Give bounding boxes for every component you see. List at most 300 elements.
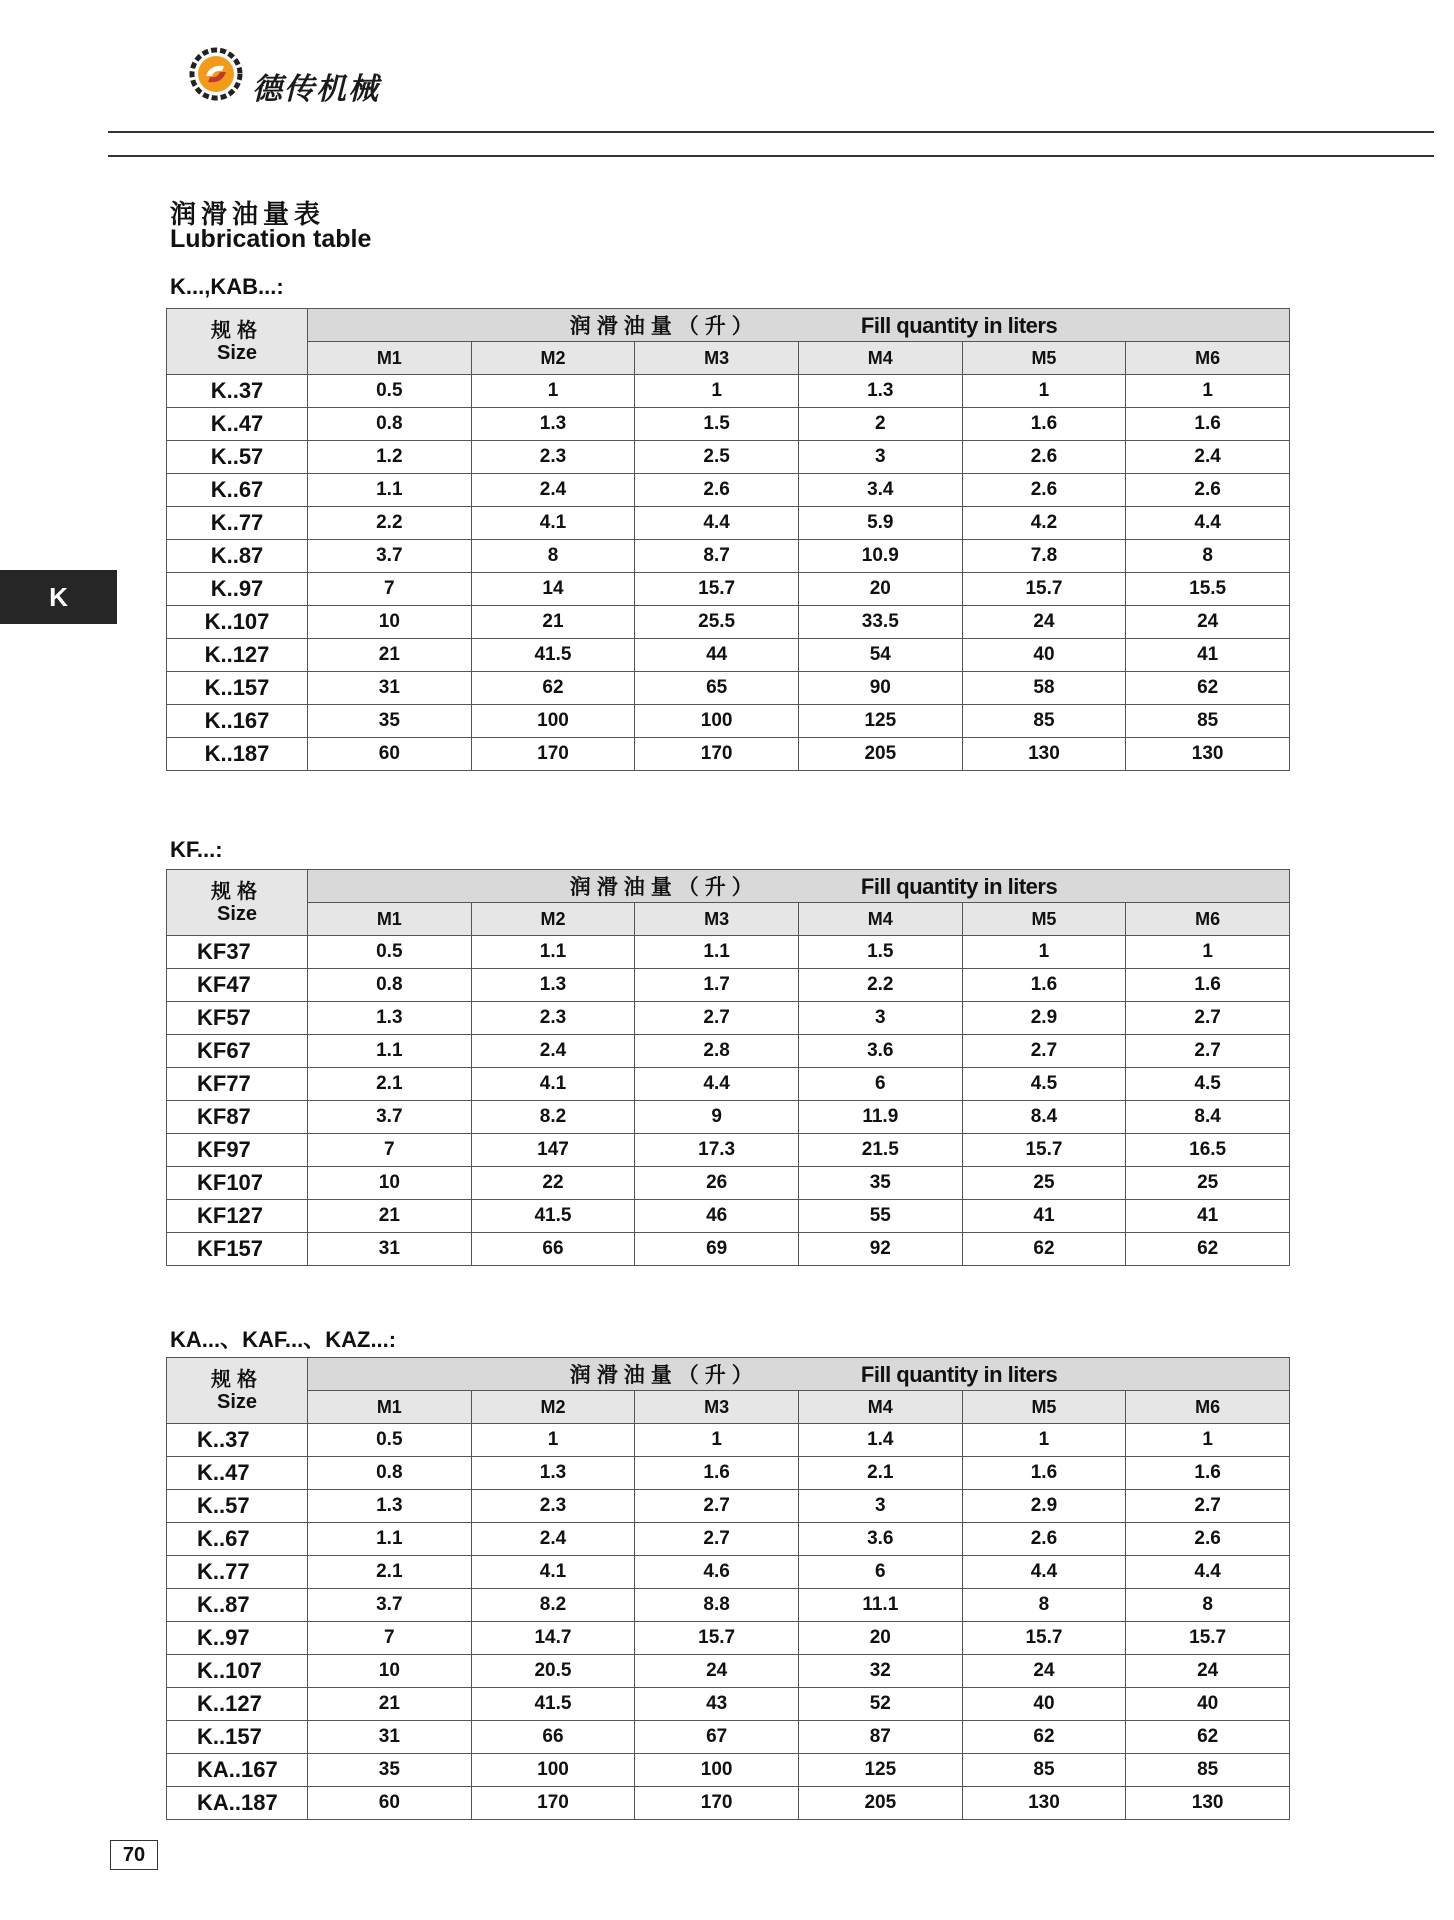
fill-quantity-cell: 16.5: [1126, 1134, 1290, 1167]
fill-quantity-cell: 2.7: [1126, 1002, 1290, 1035]
fill-quantity-cell: 92: [798, 1233, 962, 1266]
fill-quantity-cell: 35: [798, 1167, 962, 1200]
table-row: [167, 705, 1290, 738]
fill-quantity-cell: 14.7: [471, 1622, 635, 1655]
fill-quantity-cell: 3: [798, 1490, 962, 1523]
column-header-m1: M1: [308, 342, 472, 375]
fill-quantity-cell: 1.6: [962, 1457, 1126, 1490]
fill-quantity-cell: 24: [1126, 1655, 1290, 1688]
size-header-en: Size: [216, 903, 258, 925]
fill-quantity-cell: 3.6: [798, 1523, 962, 1556]
fill-quantity-cell: 0.5: [308, 936, 472, 969]
fill-quantity-header-en: Fill quantity in liters: [860, 1362, 1058, 1387]
fill-quantity-cell: 35: [308, 705, 472, 738]
table-row: [167, 540, 1290, 573]
table-row: [167, 1457, 1290, 1490]
fill-quantity-cell: 85: [962, 705, 1126, 738]
fill-quantity-cell: 2.6: [962, 441, 1126, 474]
fill-quantity-header: [308, 309, 1290, 342]
table-row: [167, 1622, 1290, 1655]
fill-quantity-cell: 24: [962, 606, 1126, 639]
size-header: [167, 870, 308, 936]
size-cell: K..67: [167, 474, 308, 507]
column-header-m2: M2: [471, 1391, 635, 1424]
fill-quantity-cell: 25: [962, 1167, 1126, 1200]
size-cell: K..127: [167, 1688, 308, 1721]
size-cell: K..37: [167, 375, 308, 408]
fill-quantity-cell: 62: [1126, 1721, 1290, 1754]
size-cell: KF127: [167, 1200, 308, 1233]
fill-quantity-cell: 4.4: [635, 1068, 799, 1101]
fill-quantity-cell: 8.2: [471, 1101, 635, 1134]
fill-quantity-cell: 1.1: [308, 474, 472, 507]
size-cell: K..87: [167, 1589, 308, 1622]
page-title-cn: 润滑油量表: [170, 200, 326, 230]
fill-quantity-cell: 0.8: [308, 408, 472, 441]
fill-quantity-cell: 40: [962, 1688, 1126, 1721]
fill-quantity-cell: 130: [1126, 1787, 1290, 1820]
fill-quantity-cell: 41.5: [471, 639, 635, 672]
column-header-m5: M5: [962, 903, 1126, 936]
fill-quantity-cell: 40: [1126, 1688, 1290, 1721]
fill-quantity-cell: 85: [962, 1754, 1126, 1787]
fill-quantity-cell: 100: [471, 1754, 635, 1787]
table-row: [167, 1424, 1290, 1457]
table-row: [167, 441, 1290, 474]
fill-quantity-cell: 21: [308, 1688, 472, 1721]
fill-quantity-cell: 20: [798, 573, 962, 606]
fill-quantity-cell: 2.2: [308, 507, 472, 540]
fill-quantity-cell: 10: [308, 1655, 472, 1688]
size-cell: KF47: [167, 969, 308, 1002]
size-cell: K..97: [167, 1622, 308, 1655]
fill-quantity-cell: 20.5: [471, 1655, 635, 1688]
fill-quantity-cell: 130: [962, 1787, 1126, 1820]
fill-quantity-cell: 15.7: [962, 1622, 1126, 1655]
table-row: [167, 1754, 1290, 1787]
fill-quantity-cell: 1.3: [308, 1490, 472, 1523]
fill-quantity-cell: 2.8: [635, 1035, 799, 1068]
fill-quantity-cell: 3: [798, 441, 962, 474]
fill-quantity-cell: 4.1: [471, 1556, 635, 1589]
size-cell: K..77: [167, 507, 308, 540]
fill-quantity-cell: 1: [1126, 375, 1290, 408]
fill-quantity-cell: 1: [1126, 1424, 1290, 1457]
fill-quantity-cell: 44: [635, 639, 799, 672]
fill-quantity-cell: 31: [308, 1233, 472, 1266]
fill-quantity-cell: 1.1: [635, 936, 799, 969]
fill-quantity-cell: 66: [471, 1233, 635, 1266]
fill-quantity-cell: 41.5: [471, 1688, 635, 1721]
table-row: [167, 1200, 1290, 1233]
fill-quantity-cell: 205: [798, 738, 962, 771]
table-row: [167, 1167, 1290, 1200]
column-header-m3: M3: [635, 1391, 799, 1424]
fill-quantity-cell: 170: [471, 738, 635, 771]
fill-quantity-header: [308, 870, 1290, 903]
table-label-kf: KF...:: [170, 837, 223, 862]
fill-quantity-cell: 8.4: [962, 1101, 1126, 1134]
size-cell: KF107: [167, 1167, 308, 1200]
fill-quantity-header-cn: 润滑油量（升）: [569, 314, 759, 338]
fill-quantity-cell: 41: [962, 1200, 1126, 1233]
fill-quantity-cell: 11.9: [798, 1101, 962, 1134]
fill-quantity-cell: 2.9: [962, 1490, 1126, 1523]
column-header-m4: M4: [798, 342, 962, 375]
fill-quantity-cell: 2.6: [962, 474, 1126, 507]
gear-logo-icon: [188, 46, 244, 102]
fill-quantity-cell: 2.3: [471, 441, 635, 474]
fill-quantity-cell: 1: [962, 1424, 1126, 1457]
table-row: [167, 1688, 1290, 1721]
table-row: [167, 1556, 1290, 1589]
fill-quantity-cell: 8: [962, 1589, 1126, 1622]
fill-quantity-cell: 9: [635, 1101, 799, 1134]
table-row: [167, 1035, 1290, 1068]
fill-quantity-cell: 21: [308, 1200, 472, 1233]
fill-quantity-cell: 125: [798, 1754, 962, 1787]
fill-quantity-cell: 15.5: [1126, 573, 1290, 606]
fill-quantity-cell: 35: [308, 1754, 472, 1787]
fill-quantity-cell: 15.7: [1126, 1622, 1290, 1655]
fill-quantity-cell: 1: [471, 1424, 635, 1457]
fill-quantity-cell: 31: [308, 1721, 472, 1754]
size-cell: K..67: [167, 1523, 308, 1556]
page-title-en: Lubrication table: [170, 225, 372, 253]
table-row: [167, 1233, 1290, 1266]
size-cell: K..167: [167, 705, 308, 738]
fill-quantity-cell: 170: [471, 1787, 635, 1820]
fill-quantity-cell: 54: [798, 639, 962, 672]
fill-quantity-cell: 3.6: [798, 1035, 962, 1068]
fill-quantity-cell: 1.6: [962, 969, 1126, 1002]
size-cell: K..107: [167, 1655, 308, 1688]
fill-quantity-cell: 66: [471, 1721, 635, 1754]
fill-quantity-cell: 1.3: [798, 375, 962, 408]
fill-quantity-cell: 3.7: [308, 1589, 472, 1622]
fill-quantity-cell: 90: [798, 672, 962, 705]
fill-quantity-cell: 8.7: [635, 540, 799, 573]
column-header-m4: M4: [798, 903, 962, 936]
fill-quantity-cell: 1.6: [1126, 408, 1290, 441]
page-number: 70: [110, 1840, 158, 1870]
fill-quantity-cell: 85: [1126, 1754, 1290, 1787]
table-row: [167, 1589, 1290, 1622]
size-cell: K..157: [167, 672, 308, 705]
size-header: [167, 1358, 308, 1424]
table-row: [167, 738, 1290, 771]
fill-quantity-cell: 3.7: [308, 1101, 472, 1134]
fill-quantity-cell: 100: [635, 1754, 799, 1787]
size-header-cn: 规格: [211, 318, 263, 342]
size-cell: K..47: [167, 408, 308, 441]
fill-quantity-header-cn: 润滑油量（升）: [569, 1363, 759, 1387]
fill-quantity-cell: 1.5: [798, 936, 962, 969]
column-header-m4: M4: [798, 1391, 962, 1424]
table-row: [167, 1490, 1290, 1523]
fill-quantity-cell: 15.7: [635, 1622, 799, 1655]
fill-quantity-cell: 4.4: [1126, 1556, 1290, 1589]
fill-quantity-cell: 67: [635, 1721, 799, 1754]
size-cell: KA..187: [167, 1787, 308, 1820]
fill-quantity-cell: 5.9: [798, 507, 962, 540]
fill-quantity-cell: 4.4: [1126, 507, 1290, 540]
fill-quantity-cell: 10: [308, 1167, 472, 1200]
column-header-m2: M2: [471, 903, 635, 936]
fill-quantity-cell: 52: [798, 1688, 962, 1721]
size-cell: K..57: [167, 1490, 308, 1523]
fill-quantity-cell: 1.7: [635, 969, 799, 1002]
fill-quantity-cell: 46: [635, 1200, 799, 1233]
column-header-m5: M5: [962, 1391, 1126, 1424]
fill-quantity-cell: 1.1: [471, 936, 635, 969]
fill-quantity-cell: 1: [635, 1424, 799, 1457]
fill-quantity-cell: 58: [962, 672, 1126, 705]
table-row: [167, 1101, 1290, 1134]
size-cell: KF37: [167, 936, 308, 969]
column-header-m1: M1: [308, 1391, 472, 1424]
size-cell: K..57: [167, 441, 308, 474]
fill-quantity-cell: 147: [471, 1134, 635, 1167]
lubrication-table-kf: [166, 869, 1290, 1266]
fill-quantity-cell: 1: [471, 375, 635, 408]
fill-quantity-cell: 22: [471, 1167, 635, 1200]
fill-quantity-header: [308, 1358, 1290, 1391]
fill-quantity-cell: 0.5: [308, 375, 472, 408]
fill-quantity-cell: 14: [471, 573, 635, 606]
fill-quantity-cell: 1.6: [1126, 969, 1290, 1002]
size-cell: K..127: [167, 639, 308, 672]
fill-quantity-cell: 24: [1126, 606, 1290, 639]
fill-quantity-cell: 62: [1126, 1233, 1290, 1266]
fill-quantity-cell: 2.3: [471, 1490, 635, 1523]
fill-quantity-cell: 4.1: [471, 1068, 635, 1101]
fill-quantity-cell: 6: [798, 1068, 962, 1101]
fill-quantity-cell: 8.8: [635, 1589, 799, 1622]
fill-quantity-cell: 2.6: [1126, 474, 1290, 507]
fill-quantity-cell: 21: [471, 606, 635, 639]
table-row: [167, 1787, 1290, 1820]
fill-quantity-cell: 7: [308, 1134, 472, 1167]
fill-quantity-cell: 0.8: [308, 969, 472, 1002]
fill-quantity-cell: 2.4: [1126, 441, 1290, 474]
fill-quantity-cell: 2.4: [471, 474, 635, 507]
fill-quantity-cell: 25: [1126, 1167, 1290, 1200]
fill-quantity-cell: 1.1: [308, 1035, 472, 1068]
fill-quantity-cell: 32: [798, 1655, 962, 1688]
fill-quantity-cell: 8.4: [1126, 1101, 1290, 1134]
company-logo: [188, 46, 448, 106]
fill-quantity-cell: 1.6: [962, 408, 1126, 441]
fill-quantity-cell: 3.4: [798, 474, 962, 507]
fill-quantity-cell: 41: [1126, 1200, 1290, 1233]
fill-quantity-cell: 15.7: [962, 1134, 1126, 1167]
column-header-m1: M1: [308, 903, 472, 936]
fill-quantity-cell: 15.7: [635, 573, 799, 606]
fill-quantity-cell: 125: [798, 705, 962, 738]
column-header-m6: M6: [1126, 1391, 1290, 1424]
fill-quantity-cell: 1: [1126, 936, 1290, 969]
fill-quantity-cell: 62: [1126, 672, 1290, 705]
fill-quantity-cell: 24: [962, 1655, 1126, 1688]
fill-quantity-cell: 205: [798, 1787, 962, 1820]
fill-quantity-cell: 85: [1126, 705, 1290, 738]
fill-quantity-cell: 60: [308, 738, 472, 771]
fill-quantity-cell: 2.2: [798, 969, 962, 1002]
lubrication-table-ka-kaf-kaz: [166, 1357, 1290, 1820]
size-cell: KF77: [167, 1068, 308, 1101]
size-cell: KF67: [167, 1035, 308, 1068]
fill-quantity-cell: 2.7: [635, 1523, 799, 1556]
table-label-k-kab: K...,KAB...:: [170, 274, 284, 299]
fill-quantity-cell: 1.4: [798, 1424, 962, 1457]
fill-quantity-cell: 7: [308, 1622, 472, 1655]
fill-quantity-cell: 1.1: [308, 1523, 472, 1556]
fill-quantity-cell: 2.1: [308, 1556, 472, 1589]
fill-quantity-cell: 1.5: [635, 408, 799, 441]
fill-quantity-cell: 69: [635, 1233, 799, 1266]
size-header-en: Size: [216, 342, 258, 364]
fill-quantity-cell: 4.4: [635, 507, 799, 540]
size-cell: KF157: [167, 1233, 308, 1266]
section-tab-k[interactable]: K: [0, 570, 117, 624]
fill-quantity-cell: 2.6: [635, 474, 799, 507]
size-cell: KF87: [167, 1101, 308, 1134]
table-row: [167, 969, 1290, 1002]
fill-quantity-cell: 8: [1126, 1589, 1290, 1622]
fill-quantity-cell: 2.6: [962, 1523, 1126, 1556]
fill-quantity-cell: 41.5: [471, 1200, 635, 1233]
table-row: [167, 936, 1290, 969]
fill-quantity-cell: 10: [308, 606, 472, 639]
size-cell: K..157: [167, 1721, 308, 1754]
fill-quantity-cell: 170: [635, 1787, 799, 1820]
fill-quantity-cell: 2.7: [1126, 1035, 1290, 1068]
fill-quantity-cell: 130: [962, 738, 1126, 771]
fill-quantity-header-en: Fill quantity in liters: [860, 313, 1058, 338]
fill-quantity-cell: 100: [635, 705, 799, 738]
table-row: [167, 573, 1290, 606]
size-cell: K..97: [167, 573, 308, 606]
fill-quantity-cell: 15.7: [962, 573, 1126, 606]
table-row: [167, 1068, 1290, 1101]
table-row: [167, 639, 1290, 672]
fill-quantity-cell: 24: [635, 1655, 799, 1688]
size-cell: K..87: [167, 540, 308, 573]
fill-quantity-cell: 4.1: [471, 507, 635, 540]
fill-quantity-cell: 1.6: [635, 1457, 799, 1490]
fill-quantity-header-cn: 润滑油量（升）: [569, 875, 759, 899]
fill-quantity-cell: 8: [1126, 540, 1290, 573]
fill-quantity-cell: 6: [798, 1556, 962, 1589]
fill-quantity-cell: 1.3: [471, 969, 635, 1002]
brand-name: 德传机械: [252, 72, 380, 107]
fill-quantity-cell: 2: [798, 408, 962, 441]
column-header-m6: M6: [1126, 342, 1290, 375]
fill-quantity-cell: 87: [798, 1721, 962, 1754]
fill-quantity-cell: 8: [471, 540, 635, 573]
size-cell: K..47: [167, 1457, 308, 1490]
size-cell: K..37: [167, 1424, 308, 1457]
header-rule-top: [108, 131, 1434, 133]
fill-quantity-cell: 1.2: [308, 441, 472, 474]
fill-quantity-cell: 3: [798, 1002, 962, 1035]
fill-quantity-cell: 1: [635, 375, 799, 408]
fill-quantity-cell: 4.5: [1126, 1068, 1290, 1101]
fill-quantity-cell: 2.9: [962, 1002, 1126, 1035]
fill-quantity-cell: 2.1: [308, 1068, 472, 1101]
fill-quantity-cell: 65: [635, 672, 799, 705]
lubrication-table-k-kab: [166, 308, 1290, 771]
fill-quantity-cell: 2.7: [635, 1002, 799, 1035]
fill-quantity-cell: 1.3: [471, 1457, 635, 1490]
table-row: [167, 672, 1290, 705]
table-label-ka-kaf-kaz: KA...、KAF...、KAZ...:: [170, 1327, 397, 1352]
fill-quantity-cell: 33.5: [798, 606, 962, 639]
fill-quantity-cell: 1.6: [1126, 1457, 1290, 1490]
column-header-m3: M3: [635, 342, 799, 375]
fill-quantity-cell: 25.5: [635, 606, 799, 639]
table-row: [167, 1002, 1290, 1035]
fill-quantity-cell: 170: [635, 738, 799, 771]
fill-quantity-cell: 7.8: [962, 540, 1126, 573]
fill-quantity-cell: 4.5: [962, 1068, 1126, 1101]
fill-quantity-cell: 21: [308, 639, 472, 672]
fill-quantity-cell: 4.6: [635, 1556, 799, 1589]
size-header: [167, 309, 308, 375]
fill-quantity-cell: 3.7: [308, 540, 472, 573]
fill-quantity-cell: 10.9: [798, 540, 962, 573]
fill-quantity-cell: 2.1: [798, 1457, 962, 1490]
fill-quantity-cell: 1.3: [471, 408, 635, 441]
fill-quantity-cell: 1.3: [308, 1002, 472, 1035]
table-row: [167, 507, 1290, 540]
table-row: [167, 408, 1290, 441]
fill-quantity-cell: 55: [798, 1200, 962, 1233]
fill-quantity-cell: 41: [1126, 639, 1290, 672]
fill-quantity-cell: 31: [308, 672, 472, 705]
column-header-m2: M2: [471, 342, 635, 375]
fill-quantity-cell: 2.6: [1126, 1523, 1290, 1556]
fill-quantity-cell: 20: [798, 1622, 962, 1655]
column-header-m6: M6: [1126, 903, 1290, 936]
fill-quantity-cell: 2.7: [962, 1035, 1126, 1068]
table-row: [167, 1134, 1290, 1167]
header-rule-bottom: [108, 155, 1434, 157]
table-row: [167, 606, 1290, 639]
fill-quantity-cell: 60: [308, 1787, 472, 1820]
fill-quantity-cell: 62: [962, 1233, 1126, 1266]
fill-quantity-cell: 2.7: [1126, 1490, 1290, 1523]
fill-quantity-cell: 0.8: [308, 1457, 472, 1490]
fill-quantity-cell: 4.2: [962, 507, 1126, 540]
column-header-m3: M3: [635, 903, 799, 936]
fill-quantity-cell: 62: [471, 672, 635, 705]
fill-quantity-cell: 2.7: [635, 1490, 799, 1523]
fill-quantity-cell: 17.3: [635, 1134, 799, 1167]
fill-quantity-cell: 100: [471, 705, 635, 738]
fill-quantity-cell: 11.1: [798, 1589, 962, 1622]
fill-quantity-cell: 8.2: [471, 1589, 635, 1622]
table-row: [167, 1523, 1290, 1556]
size-cell: KA..167: [167, 1754, 308, 1787]
fill-quantity-cell: 2.3: [471, 1002, 635, 1035]
fill-quantity-cell: 21.5: [798, 1134, 962, 1167]
size-cell: K..77: [167, 1556, 308, 1589]
size-header-cn: 规格: [211, 879, 263, 903]
fill-quantity-cell: 7: [308, 573, 472, 606]
fill-quantity-cell: 2.5: [635, 441, 799, 474]
